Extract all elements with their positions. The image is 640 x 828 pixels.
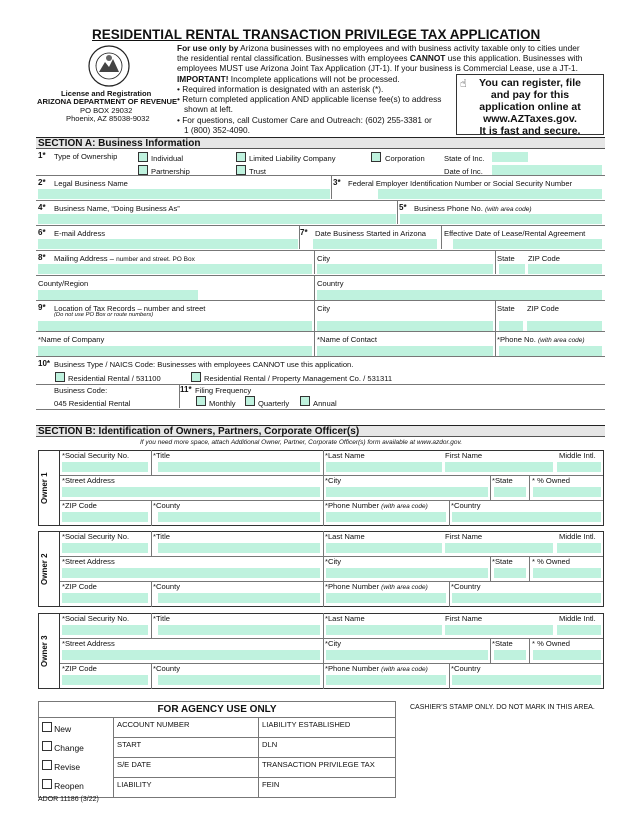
revise-label: Revise (54, 762, 81, 772)
new-checkbox[interactable] (42, 722, 52, 732)
owner-last-name-field[interactable] (326, 543, 442, 553)
contact-label: *Name of Contact (317, 335, 377, 344)
start-cell: START (114, 738, 259, 758)
q7-number: 7* (300, 228, 308, 237)
q9-number: 9* (38, 303, 46, 312)
owner-country-label: *Country (451, 501, 481, 510)
q4-number: 4* (38, 203, 46, 212)
email-label: E-mail Address (54, 229, 106, 238)
owner-state-label: *State (492, 557, 513, 566)
owner-zip-field[interactable] (62, 593, 148, 603)
location-zip-field[interactable] (527, 321, 602, 331)
owner-middle-label: Middle Intl. (559, 451, 596, 460)
owner-last-name-label: *Last Name (325, 451, 365, 460)
mailing-zip-field[interactable] (528, 264, 602, 274)
liability-cell: LIABILITY (114, 778, 259, 798)
liability-established-cell: LIABILITY ESTABLISHED (259, 718, 396, 738)
owner-phone-note: (with area code) (381, 503, 428, 510)
owner-first-name-field[interactable] (445, 543, 553, 553)
phone-label (414, 205, 532, 214)
owner-country-field[interactable] (452, 593, 601, 603)
owner-title-label: *Title (153, 451, 171, 460)
new-label: New (54, 724, 72, 734)
intro-line-3: employees MUST use Arizona Joint Tax Application (JT-1). If your business is Commercial Lease, use a JT-1. (177, 63, 578, 73)
dept-line-3: PO BOX 29032 (80, 106, 133, 115)
dept-line-2: ARIZONA DEPARTMENT OF REVENUE (37, 97, 178, 106)
owner-country-field[interactable] (452, 675, 601, 685)
state-inc-label: State of Inc. (444, 154, 485, 163)
owner-city-label: *City (325, 639, 342, 648)
agency-box (38, 701, 396, 798)
fein-cell: FEIN (259, 778, 396, 798)
revise-option (42, 760, 110, 779)
owner-county-field[interactable] (158, 593, 320, 603)
owner-percent-label: * % Owned (532, 557, 570, 566)
location-zip-label: ZIP Code (527, 304, 559, 313)
owner-percent-field[interactable] (533, 650, 601, 660)
owner-phone-field[interactable] (326, 512, 446, 522)
mailing-label-text: Mailing Address – (54, 254, 114, 263)
contact-phone-label (497, 336, 585, 345)
q5-number: 5* (399, 203, 407, 212)
owner-state-field[interactable] (494, 487, 526, 497)
fein-field[interactable] (378, 189, 602, 199)
owner-middle-label: Middle Intl. (559, 614, 596, 623)
mailing-address-field[interactable] (38, 264, 312, 274)
country-field[interactable] (317, 290, 602, 300)
location-label: Location of Tax Records – number and street (54, 304, 206, 313)
effective-date-label: Effective Date of Lease/Rental Agreement (444, 229, 586, 238)
business-phone-field[interactable] (400, 214, 602, 224)
tpt-cell: TRANSACTION PRIVILEGE TAX (259, 758, 396, 778)
dba-field[interactable] (38, 214, 396, 224)
dba-label: Business Name, “Doing Business As” (54, 204, 180, 213)
trust-label: Trust (249, 167, 267, 176)
contact-phone-label-text: *Phone No. (497, 335, 536, 344)
corporation-checkbox[interactable] (371, 152, 381, 162)
owner-state-field[interactable] (494, 568, 526, 578)
online-box (456, 74, 604, 135)
legal-name-field[interactable] (38, 189, 330, 199)
ownership-label: Type of Ownership (54, 152, 118, 161)
owner-zip-field[interactable] (62, 512, 148, 522)
residential-rental-checkbox[interactable] (55, 372, 65, 382)
owner-last-name-label: *Last Name (325, 614, 365, 623)
mailing-label (54, 255, 195, 264)
online-line-4: www.AZTaxes.gov. (483, 113, 577, 125)
owner-county-field[interactable] (158, 512, 320, 522)
change-label: Change (54, 743, 84, 753)
llc-checkbox[interactable] (236, 152, 246, 162)
q8-number: 8* (38, 253, 46, 262)
owner-street-field[interactable] (62, 568, 320, 578)
owner-phone-label-text: *Phone Number (325, 501, 380, 510)
owner-street-field[interactable] (62, 650, 320, 660)
mailing-state-field[interactable] (499, 264, 525, 274)
revise-checkbox[interactable] (42, 760, 52, 770)
owner-first-name-field[interactable] (445, 462, 553, 472)
location-city-field[interactable] (317, 321, 493, 331)
change-option (42, 741, 110, 760)
owner-percent-field[interactable] (533, 568, 601, 578)
bullet-2a: • Return completed application AND applicable license fee(s) to address (177, 94, 442, 104)
form-title: RESIDENTIAL RENTAL TRANSACTION PRIVILEGE TAX APPLICATION (92, 27, 541, 42)
owner-phone-field[interactable] (326, 593, 446, 603)
q3-number: 3* (333, 178, 341, 187)
owner-street-label: *Street Address (62, 639, 115, 648)
q1-number: 1* (38, 151, 46, 160)
owner-street-field[interactable] (62, 487, 320, 497)
owner-county-label: *County (153, 582, 181, 591)
dept-line-1: License and Registration (61, 89, 152, 98)
date-started-label: Date Business Started in Arizona (315, 229, 427, 238)
owner-phone-label-text: *Phone Number (325, 664, 380, 673)
owner-title-label: *Title (153, 614, 171, 623)
owner-phone-label (325, 502, 428, 511)
reopen-checkbox[interactable] (42, 779, 52, 789)
online-line-2: and pay for this (490, 89, 570, 101)
monthly-checkbox[interactable] (196, 396, 206, 406)
mailing-city-field[interactable] (317, 264, 493, 274)
phone-label-text: Business Phone No. (414, 204, 483, 213)
owner-country-label: *Country (451, 582, 481, 591)
naics-label: Business Type / NAICS Code: Businesses with employees CANNOT use this application. (54, 360, 354, 369)
annual-checkbox[interactable] (300, 396, 310, 406)
owner-county-label: *County (153, 501, 181, 510)
owner-county-field[interactable] (158, 675, 320, 685)
location-state-label: State (497, 304, 515, 313)
owner-zip-label: *ZIP Code (62, 582, 97, 591)
owner-country-label: *Country (451, 664, 481, 673)
account-number-cell: ACCOUNT NUMBER (114, 718, 259, 738)
owner-phone-label (325, 583, 428, 592)
owner-city-field[interactable] (326, 568, 488, 578)
date-inc-label: Date of Inc. (444, 167, 483, 176)
owner-last-name-field[interactable] (326, 625, 442, 635)
effective-date-field[interactable] (453, 239, 602, 249)
owner-phone-note: (with area code) (381, 666, 428, 673)
owner-ssn-field[interactable] (62, 543, 148, 553)
owner-percent-label: * % Owned (532, 639, 570, 648)
business-code-value: 045 Residential Rental (54, 399, 131, 408)
owner-title-field[interactable] (158, 462, 320, 472)
intro-line-2: the residential rental classification. Businesses with employees CANNOT use this application. Businesses with (177, 53, 583, 63)
owner-city-field[interactable] (326, 650, 488, 660)
county-region-field[interactable] (38, 290, 198, 300)
bullet-3b: 1 (800) 352-4090. (184, 125, 250, 135)
mailing-note: number and street. PO Box (116, 256, 195, 263)
residential-rental-label: Residential Rental / 531100 (68, 374, 161, 383)
property-management-checkbox[interactable] (191, 372, 201, 382)
owner-middle-field[interactable] (557, 625, 601, 635)
monthly-label: Monthly (209, 399, 236, 408)
owner-state-label: *State (492, 476, 513, 485)
reopen-label: Reopen (54, 781, 84, 791)
owner-phone-field[interactable] (326, 675, 446, 685)
owner-zip-field[interactable] (62, 675, 148, 685)
owner-last-name-field[interactable] (326, 462, 442, 472)
agency-title: FOR AGENCY USE ONLY (39, 702, 396, 718)
owner-first-name-label: First Name (445, 614, 483, 623)
individual-checkbox[interactable] (138, 152, 148, 162)
owner-phone-label-text: *Phone Number (325, 582, 380, 591)
online-line-3: application online at (479, 101, 581, 113)
online-line-5: It is fast and secure. (479, 125, 581, 137)
owner-first-name-label: First Name (445, 451, 483, 460)
filing-frequency-label: Filing Frequency (195, 386, 252, 395)
fein-label: Federal Employer Identification Number or Social Security Number (348, 179, 573, 188)
reopen-option (42, 779, 110, 793)
q6-number: 6* (38, 228, 46, 237)
owner-city-field[interactable] (326, 487, 488, 497)
hand-pointer-icon: ☝ (460, 78, 467, 90)
new-option (42, 722, 110, 741)
quarterly-checkbox[interactable] (245, 396, 255, 406)
mailing-zip-label: ZIP Code (528, 254, 560, 263)
area-code-note: (with area code) (484, 206, 532, 213)
q2-number: 2* (38, 178, 46, 187)
contact-phone-field[interactable] (499, 346, 602, 356)
bullet-2b: shown at left. (184, 104, 233, 114)
contact-area-code-note: (with area code) (537, 337, 585, 344)
company-label: *Name of Company (38, 335, 105, 344)
dln-cell: DLN (259, 738, 396, 758)
owner-ssn-field[interactable] (62, 625, 148, 635)
owner-phone-label (325, 665, 428, 674)
company-field[interactable] (38, 346, 312, 356)
owner-ssn-field[interactable] (62, 462, 148, 472)
owner-first-name-label: First Name (445, 532, 483, 541)
trust-checkbox[interactable] (236, 165, 246, 175)
owner-zip-label: *ZIP Code (62, 664, 97, 673)
owner-state-label: *State (492, 639, 513, 648)
owner-label: Owner 2 (40, 553, 49, 585)
dept-line-4: Phoenix, AZ 85038-9032 (66, 114, 150, 123)
section-a-header: SECTION A: Business Information (36, 137, 605, 149)
county-region-label: County/Region (38, 279, 89, 288)
owner-state-field[interactable] (494, 650, 526, 660)
q10-number: 10* (38, 359, 51, 368)
form-number: ADOR 11186 (3/22) (38, 796, 99, 803)
owner-zip-label: *ZIP Code (62, 501, 97, 510)
owner-city-label: *City (325, 557, 342, 566)
location-city-label: City (317, 304, 331, 313)
owner-country-field[interactable] (452, 512, 601, 522)
location-address-field[interactable] (38, 321, 312, 331)
corporation-label: Corporation (385, 154, 425, 163)
agency-options (39, 718, 114, 798)
mailing-state-label: State (497, 254, 515, 263)
owner-title-field[interactable] (158, 625, 320, 635)
owner-title-field[interactable] (158, 543, 320, 553)
location-note: (Do not use PO Box or route numbers) (54, 312, 154, 318)
individual-label: Individual (151, 154, 184, 163)
bullet-3a: • For questions, call Customer Care and Outreach: (602) 255-3381 or (177, 115, 432, 125)
cashier-stamp-note: CASHIER’S STAMP ONLY. DO NOT MARK IN THIS AREA. (410, 704, 595, 711)
country-label: Country (317, 279, 344, 288)
owner-title-label: *Title (153, 532, 171, 541)
owner-label: Owner 1 (40, 472, 49, 504)
partnership-checkbox[interactable] (138, 165, 148, 175)
intro-line-1: For use only by Arizona businesses with no employees and with business activity taxable only to cities under (177, 43, 580, 53)
owner-ssn-label: *Social Security No. (62, 614, 130, 623)
owner-middle-field[interactable] (557, 462, 601, 472)
legal-name-label: Legal Business Name (54, 179, 128, 188)
owner-label: Owner 3 (40, 635, 49, 667)
date-started-field[interactable] (313, 239, 437, 249)
email-field[interactable] (38, 239, 298, 249)
partnership-label: Partnership (151, 167, 190, 176)
q11-number: 11* (180, 385, 192, 394)
owner-ssn-label: *Social Security No. (62, 451, 130, 460)
owner-county-label: *County (153, 664, 181, 673)
owner-first-name-field[interactable] (445, 625, 553, 635)
change-checkbox[interactable] (42, 741, 52, 751)
location-state-field[interactable] (499, 321, 523, 331)
state-seal (88, 45, 130, 87)
contact-field[interactable] (317, 346, 493, 356)
se-date-cell: S/E DATE (114, 758, 259, 778)
owner-middle-field[interactable] (557, 543, 601, 553)
online-line-1: You can register, file (479, 77, 581, 89)
owner-ssn-label: *Social Security No. (62, 532, 130, 541)
llc-label: Limited Liability Company (249, 154, 336, 163)
owner-percent-label: * % Owned (532, 476, 570, 485)
section-b-note: If you need more space, attach Additional Owner, Partner, Corporate Officer(s) form available at www.azdor.gov. (140, 439, 463, 446)
quarterly-label: Quarterly (258, 399, 290, 408)
mailing-city-label: City (317, 254, 331, 263)
section-b-header: SECTION B: Identification of Owners, Partners, Corporate Officer(s) (36, 425, 605, 437)
bullet-1: • Required information is designated with an asterisk (*). (177, 84, 384, 94)
owner-phone-note: (with area code) (381, 584, 428, 591)
owner-street-label: *Street Address (62, 557, 115, 566)
date-inc-field[interactable] (492, 165, 602, 175)
annual-label: Annual (313, 399, 337, 408)
owner-city-label: *City (325, 476, 342, 485)
owner-last-name-label: *Last Name (325, 532, 365, 541)
owner-street-label: *Street Address (62, 476, 115, 485)
business-code-label: Business Code: (54, 386, 108, 395)
owner-middle-label: Middle Intl. (559, 532, 596, 541)
state-inc-field[interactable] (492, 152, 528, 162)
important-note: IMPORTANT! Incomplete applications will not be processed. (177, 74, 400, 84)
property-management-label: Residential Rental / Property Management Co. / 531311 (204, 374, 393, 383)
owner-percent-field[interactable] (533, 487, 601, 497)
